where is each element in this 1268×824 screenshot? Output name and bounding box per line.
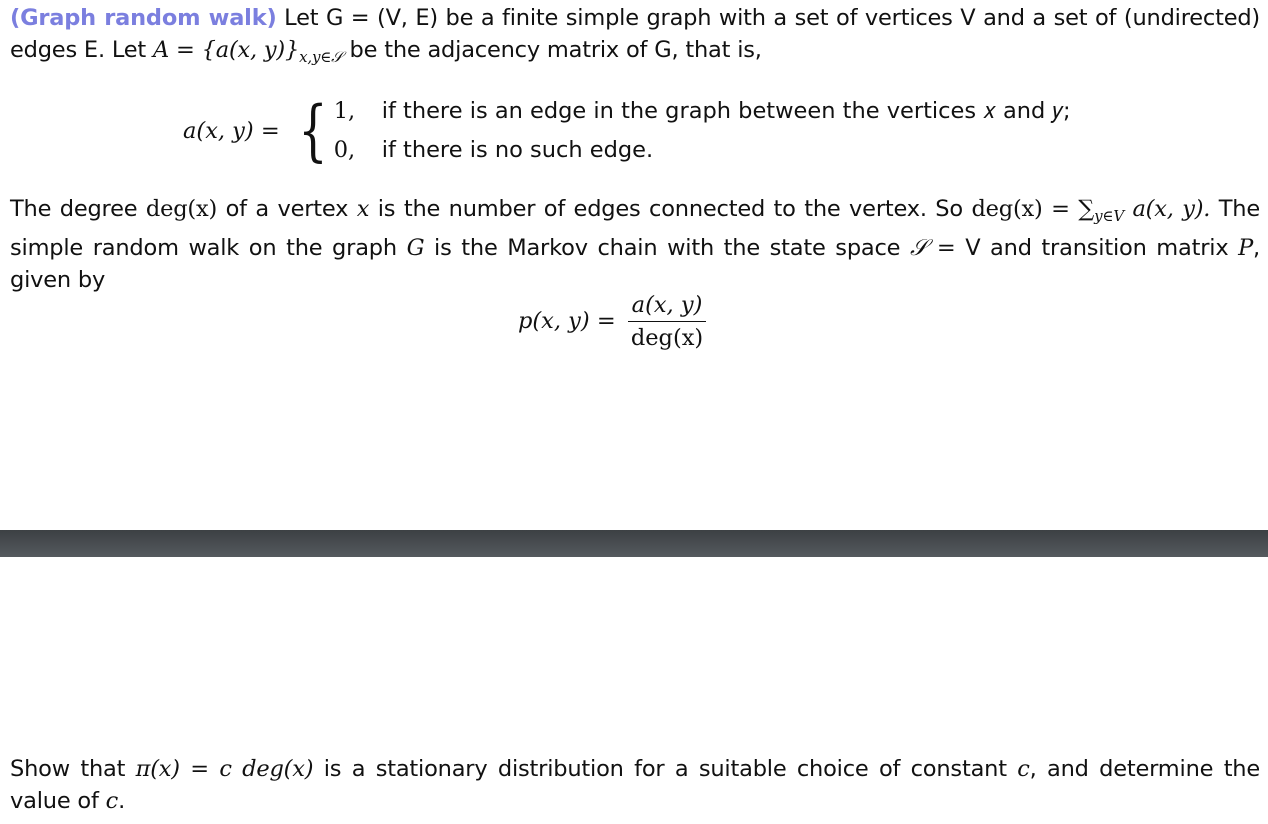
adjacency-matrix-symbol: A = {a(x, y)} [153,37,300,63]
degree-text-1: The degree [10,196,146,222]
adjacency-matrix-subscript: x,y∈𝒮 [299,48,343,66]
degree-paragraph [10,193,1260,296]
degree-math-1: deg(x) [145,196,218,222]
degree-sum-subscript: y∈V [1094,207,1124,225]
transition-formula [518,288,706,354]
case-value: 1, [333,98,356,124]
constant-symbol: c [1017,756,1030,782]
graph-symbol: G [406,235,425,261]
case-row [334,131,1071,170]
intro-text-1: Let G = (V, E) be a finite simple graph with a set of vertices V and a set of (undirected) edges E. Let [10,5,1260,63]
degree-math-2: x [356,196,370,222]
state-space-symbol: 𝒮 = [909,235,966,261]
question-text-2: is a stationary distribution for a suitable choice of constant [313,756,1018,782]
transition-matrix-symbol: P [1238,235,1254,261]
degree-text-6: V and transition matrix [965,235,1239,261]
fraction-denominator: deg(x) [630,324,704,351]
degree-sum-term: a(x, y). [1123,196,1211,222]
cases-brace: { [297,92,328,169]
adjacency-lhs: a(x, y) = [183,118,280,144]
case-value: 0, [333,137,356,163]
transition-fraction [628,291,707,352]
degree-text-2: of a vertex [217,196,357,222]
degree-text-7: , given by [10,235,1260,293]
case-condition: if there is no such edge. [381,137,654,163]
case-row [334,92,1071,131]
stationary-distribution-formula: π(x) = c deg(x) [135,756,314,782]
cases-list [334,92,1071,170]
degree-text-3: is the number of edges connected to the vertex. So [369,196,972,222]
question-paragraph [10,753,1260,817]
transition-lhs: p(x, y) = [518,308,616,334]
intro-text-2: be the adjacency matrix of G, that is, [342,37,762,63]
degree-sum: deg(x) = ∑ [971,196,1095,222]
degree-text-5: is the Markov chain with the state space [424,235,910,261]
constant-symbol: c [105,788,119,814]
adjacency-definition [183,92,1071,170]
question-text-4: . [118,788,126,814]
case-condition: if there is an edge in the graph between the vertices 𝑥 and 𝑦; [381,98,1071,124]
question-text-1: Show that [10,756,136,782]
degree-text-4: The simple random walk on the graph [10,196,1260,261]
intro-paragraph [10,2,1260,73]
divider-bar [0,530,1268,557]
problem-title: (Graph random walk) [10,5,277,31]
fraction-numerator: a(x, y) [628,291,707,322]
question-text-3: , and determine the value of [10,756,1261,814]
